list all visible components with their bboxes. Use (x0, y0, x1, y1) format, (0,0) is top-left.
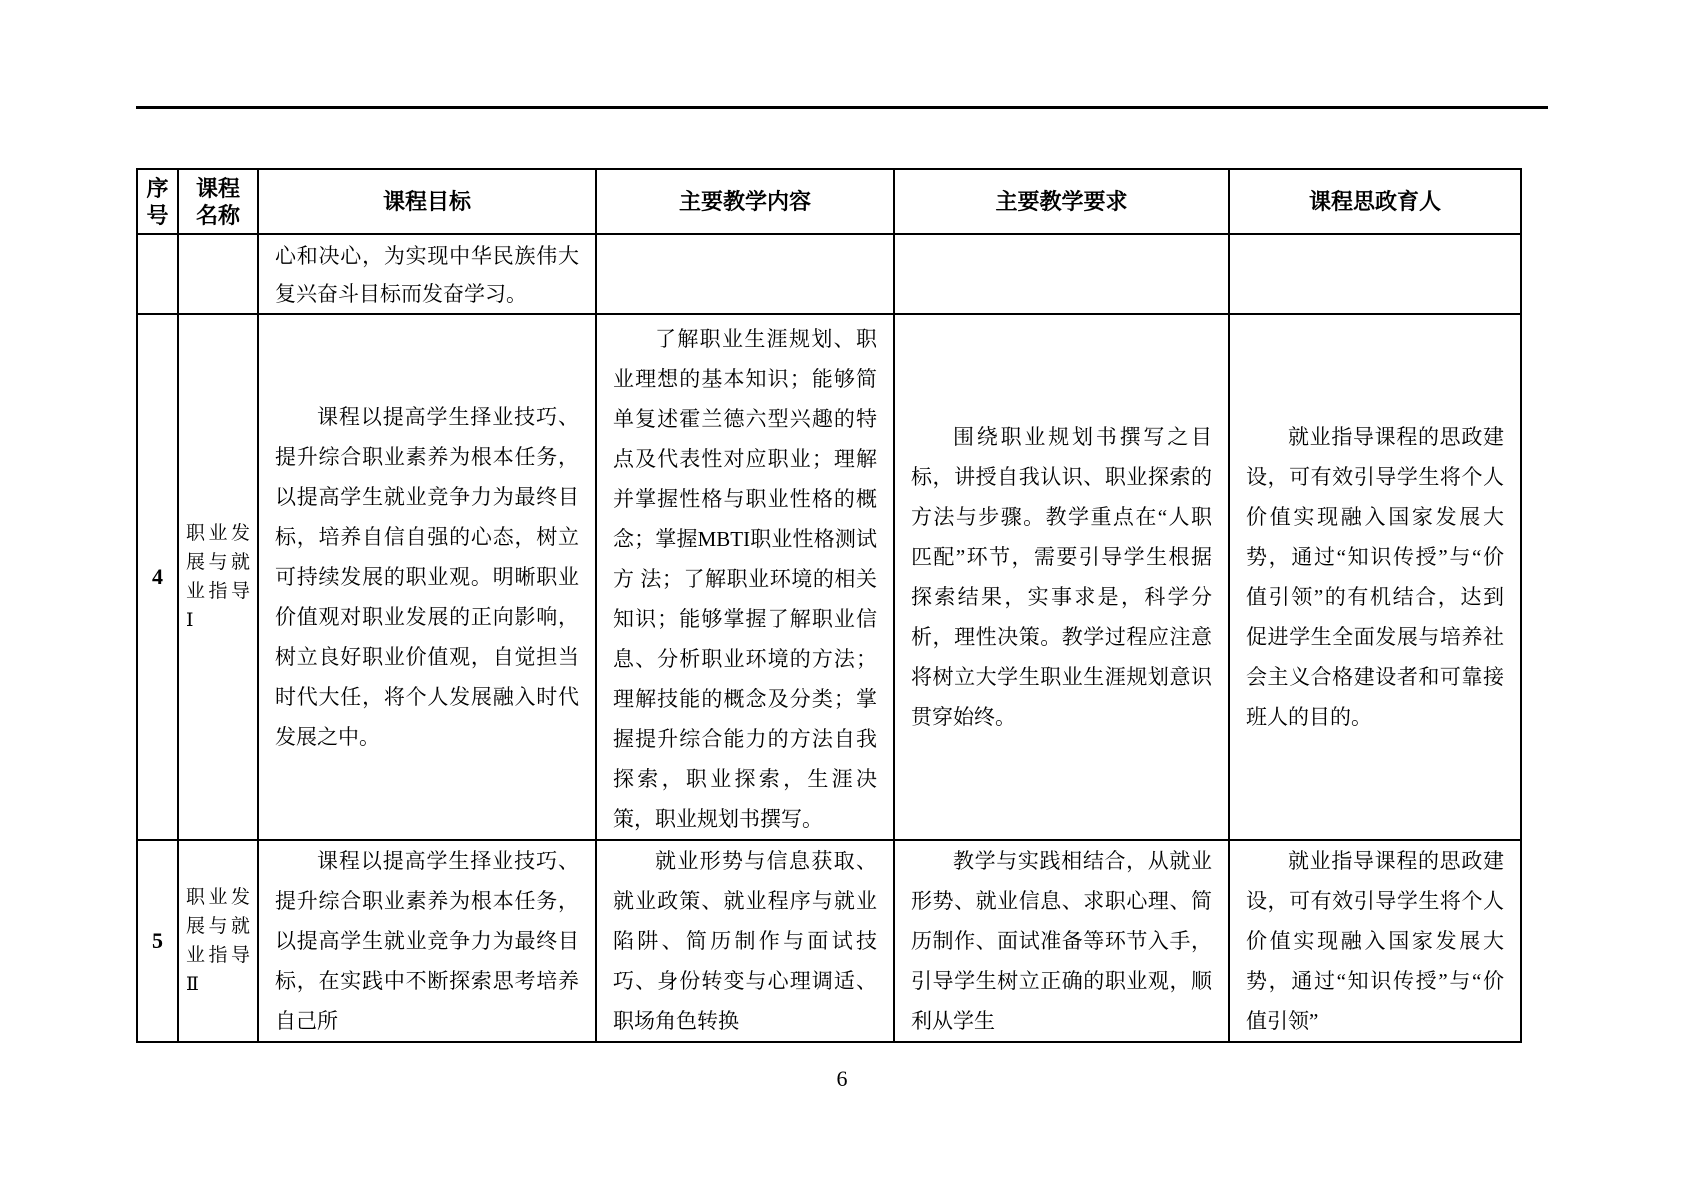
cell-content (596, 234, 894, 314)
cell-objective: 课程以提高学生择业技巧、提升综合职业素养为根本任务，以提高学生就业竞争力为最终目标，培养自信自强的心态，树立可持续发展的职业观。明晰职业价值观对职业发展的正向影响，树立良好职业价值观，自觉担当时代大任，将个人发展融入时代发展之中。 (258, 314, 596, 840)
cell-content: 了解职业生涯规划、职业理想的基本知识；能够简单复述霍兰德六型兴趣的特点及代表性对应职业；理解并掌握性格与职业性格的概念；掌握MBTI职业性格测试方 法；了解职业环境的相关知识；能够掌握了解职业信息、分析职业环境的方法；理解技能的概念及分类；掌握提升综合能力的方法自我探索，职业探索，生涯决策，职业规划书撰写。 (596, 314, 894, 840)
cell-course-name: 职业发展与就业指导Ⅱ (178, 840, 258, 1042)
table-header-row (137, 169, 1521, 234)
cell-objective: 课程以提高学生择业技巧、提升综合职业素养为根本任务，以提高学生就业竞争力为最终目标，在实践中不断探索思考培养自己所 (258, 840, 596, 1042)
header-cell-objective: 课程目标 (258, 169, 596, 234)
cell-no: 4 (137, 314, 178, 840)
cell-ideology: 就业指导课程的思政建设，可有效引导学生将个人价值实现融入国家发展大势，通过“知识传授”与“价值引领” (1229, 840, 1521, 1042)
cell-requirement: 教学与实践相结合，从就业形势、就业信息、求职心理、简历制作、面试准备等环节入手，引导学生树立正确的职业观，顺利从学生 (894, 840, 1229, 1042)
table-row-5 (137, 840, 1521, 1042)
cell-requirement (894, 234, 1229, 314)
cell-requirement: 围绕职业规划书撰写之目标，讲授自我认识、职业探索的方法与步骤。教学重点在“人职匹配”环节，需要引导学生根据探索结果，实事求是，科学分析，理性决策。教学过程应注意将树立大学生职业生涯规划意识贯穿始终。 (894, 314, 1229, 840)
cell-ideology: 就业指导课程的思政建设，可有效引导学生将个人价值实现融入国家发展大势，通过“知识传授”与“价值引领”的有机结合，达到促进学生全面发展与培养社会主义合格建设者和可靠接班人的目的。 (1229, 314, 1521, 840)
header-cell-requirement: 主要教学要求 (894, 169, 1229, 234)
cell-objective: 心和决心，为实现中华民族伟大复兴奋斗目标而发奋学习。 (258, 234, 596, 314)
header-cell-content: 主要教学内容 (596, 169, 894, 234)
table-row-continuation (137, 234, 1521, 314)
cell-ideology (1229, 234, 1521, 314)
cell-course-name (178, 234, 258, 314)
cell-content: 就业形势与信息获取、就业政策、就业程序与就业陷阱、简历制作与面试技巧、身份转变与心理调适、职场角色转换 (596, 840, 894, 1042)
cell-no (137, 234, 178, 314)
courses-table (136, 168, 1522, 1043)
cell-course-name: 职业发展与就业指导Ⅰ (178, 314, 258, 840)
cell-no: 5 (137, 840, 178, 1042)
header-cell-no: 序号 (137, 169, 178, 234)
header-cell-ideology: 课程思政育人 (1229, 169, 1521, 234)
header-rule (136, 106, 1548, 109)
page-number: 6 (836, 1066, 848, 1091)
table-row-4 (137, 314, 1521, 840)
header-cell-course-name: 课程名称 (178, 169, 258, 234)
